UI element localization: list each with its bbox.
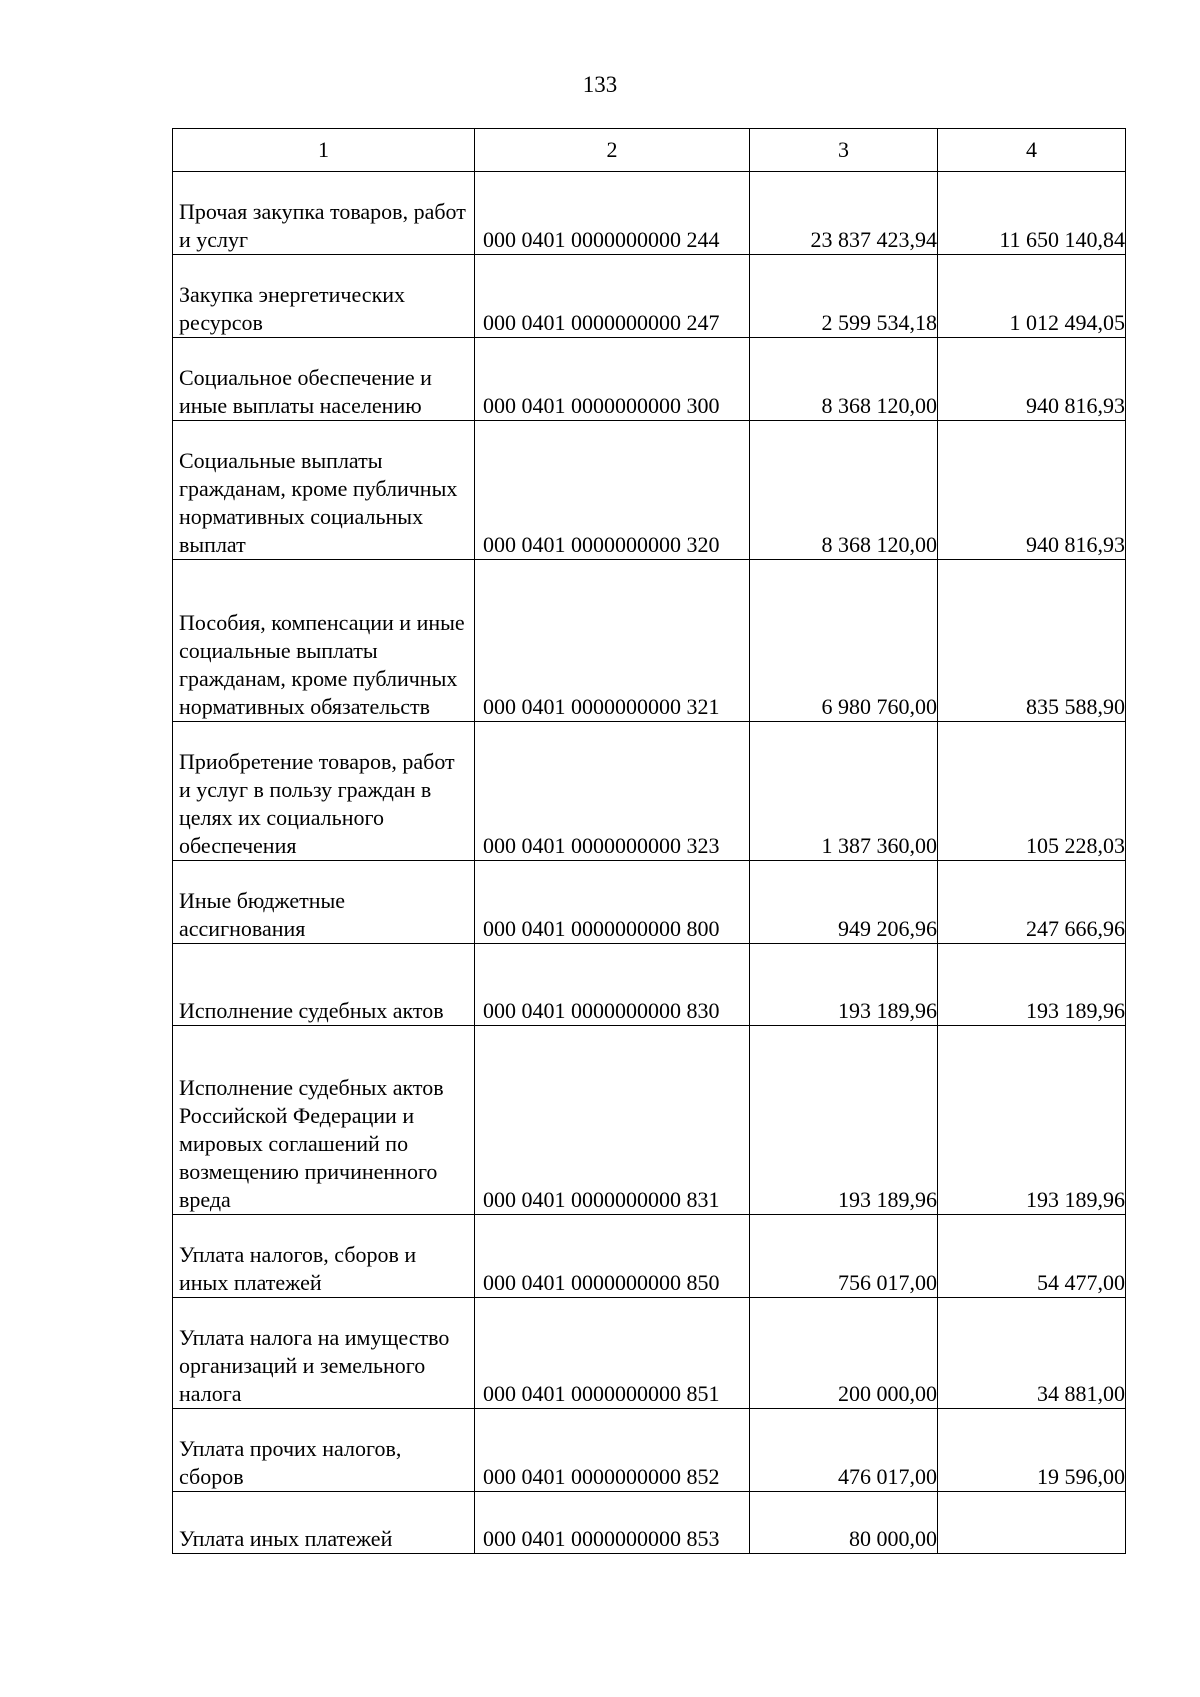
table-row (173, 861, 1126, 944)
table-body (173, 172, 1126, 1554)
table-row (173, 722, 1126, 861)
header-col-1: 1 (173, 129, 475, 172)
row-code-cell: 000 0401 0000000000 300 (475, 338, 750, 421)
row-name-cell: Уплата налога на имущество организаций и земельного налога (173, 1298, 475, 1409)
row-executed-cell: 940 816,93 (938, 338, 1126, 421)
table-row (173, 421, 1126, 560)
row-executed-cell: 34 881,00 (938, 1298, 1126, 1409)
row-name-cell: Уплата прочих налогов, сборов (173, 1409, 475, 1492)
row-approved-cell: 2 599 534,18 (750, 255, 938, 338)
table-row (173, 1409, 1126, 1492)
row-code-cell: 000 0401 0000000000 850 (475, 1215, 750, 1298)
row-code-cell: 000 0401 0000000000 800 (475, 861, 750, 944)
row-executed-cell: 940 816,93 (938, 421, 1126, 560)
row-name-cell: Социальное обеспечение и иные выплаты населению (173, 338, 475, 421)
table-row (173, 1298, 1126, 1409)
row-code-cell: 000 0401 0000000000 247 (475, 255, 750, 338)
row-name-cell: Пособия, компенсации и иные социальные выплаты гражданам, кроме публичных нормативных обязательств (173, 560, 475, 722)
budget-table (172, 128, 1126, 1554)
row-name-cell: Иные бюджетные ассигнования (173, 861, 475, 944)
row-code-cell: 000 0401 0000000000 244 (475, 172, 750, 255)
page-number: 133 (582, 72, 618, 97)
header-col-3: 3 (750, 129, 938, 172)
row-executed-cell: 54 477,00 (938, 1215, 1126, 1298)
row-name-cell: Исполнение судебных актов Российской Федерации и мировых соглашений по возмещению причиненного вреда (173, 1026, 475, 1215)
table-row (173, 1492, 1126, 1554)
row-executed-cell: 19 596,00 (938, 1409, 1126, 1492)
table-row (173, 944, 1126, 1026)
row-code-cell: 000 0401 0000000000 851 (475, 1298, 750, 1409)
table-row (173, 172, 1126, 255)
row-name-cell: Уплата налогов, сборов и иных платежей (173, 1215, 475, 1298)
row-approved-cell: 193 189,96 (750, 944, 938, 1026)
table-row (173, 1215, 1126, 1298)
row-approved-cell: 8 368 120,00 (750, 421, 938, 560)
row-name-cell: Исполнение судебных актов (173, 944, 475, 1026)
row-approved-cell: 6 980 760,00 (750, 560, 938, 722)
row-executed-cell: 247 666,96 (938, 861, 1126, 944)
row-name-cell: Прочая закупка товаров, работ и услуг (173, 172, 475, 255)
row-approved-cell: 80 000,00 (750, 1492, 938, 1554)
row-approved-cell: 1 387 360,00 (750, 722, 938, 861)
row-executed-cell (938, 1492, 1126, 1554)
row-executed-cell: 1 012 494,05 (938, 255, 1126, 338)
row-code-cell: 000 0401 0000000000 320 (475, 421, 750, 560)
table-row (173, 560, 1126, 722)
row-executed-cell: 11 650 140,84 (938, 172, 1126, 255)
table-row (173, 1026, 1126, 1215)
row-code-cell: 000 0401 0000000000 831 (475, 1026, 750, 1215)
header-row (173, 129, 1126, 172)
table-row (173, 255, 1126, 338)
row-approved-cell: 193 189,96 (750, 1026, 938, 1215)
row-executed-cell: 193 189,96 (938, 944, 1126, 1026)
row-code-cell: 000 0401 0000000000 321 (475, 560, 750, 722)
row-executed-cell: 193 189,96 (938, 1026, 1126, 1215)
row-approved-cell: 23 837 423,94 (750, 172, 938, 255)
row-code-cell: 000 0401 0000000000 853 (475, 1492, 750, 1554)
row-name-cell: Уплата иных платежей (173, 1492, 475, 1554)
table-row (173, 338, 1126, 421)
row-approved-cell: 476 017,00 (750, 1409, 938, 1492)
row-approved-cell: 200 000,00 (750, 1298, 938, 1409)
row-name-cell: Закупка энергетических ресурсов (173, 255, 475, 338)
row-name-cell: Социальные выплаты гражданам, кроме публичных нормативных социальных выплат (173, 421, 475, 560)
row-executed-cell: 105 228,03 (938, 722, 1126, 861)
header-col-2: 2 (475, 129, 750, 172)
row-approved-cell: 756 017,00 (750, 1215, 938, 1298)
row-code-cell: 000 0401 0000000000 323 (475, 722, 750, 861)
row-approved-cell: 949 206,96 (750, 861, 938, 944)
row-code-cell: 000 0401 0000000000 830 (475, 944, 750, 1026)
header-col-4: 4 (938, 129, 1126, 172)
row-approved-cell: 8 368 120,00 (750, 338, 938, 421)
row-name-cell: Приобретение товаров, работ и услуг в пользу граждан в целях их социального обеспечения (173, 722, 475, 861)
row-executed-cell: 835 588,90 (938, 560, 1126, 722)
row-code-cell: 000 0401 0000000000 852 (475, 1409, 750, 1492)
